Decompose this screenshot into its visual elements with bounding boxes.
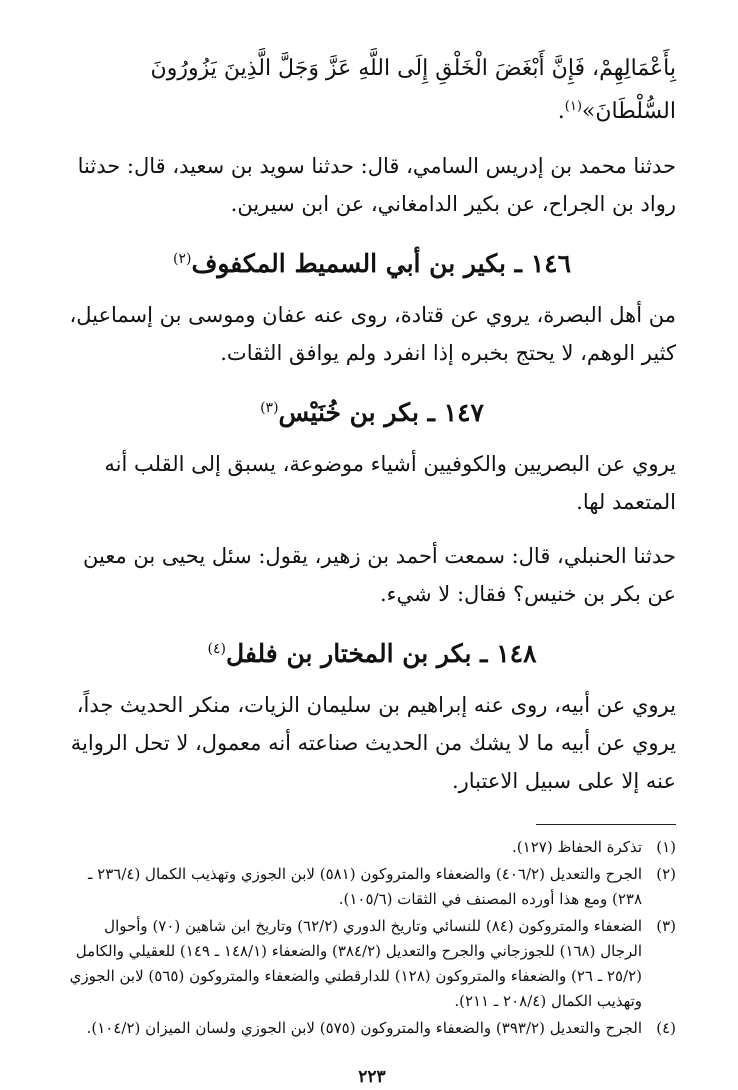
- footnotes: [68, 835, 676, 1041]
- footnote-3: [68, 914, 676, 1014]
- entry-heading: [68, 388, 676, 433]
- entry-heading: [68, 629, 676, 674]
- isnad-paragraph: حدثنا محمد بن إدريس السامي، قال: حدثنا سويد بن سعيد، قال: حدثنا رواد بن الجراح، عن بكير الدامغاني، عن ابن سيرين.: [77, 154, 676, 216]
- entry-heading-text: ١٤٨ ـ بكر بن المختار بن فلفل: [225, 639, 537, 668]
- footnote-text: تذكرة الحفاظ (١٢٧).: [512, 838, 642, 856]
- footnote-ref-4[interactable]: (٤): [207, 641, 226, 657]
- footnote-text: الجرح والتعديل (٣٩٣/٢) والضعفاء والمتروكون (٥٧٥) لابن الجوزي ولسان الميزان (١٠٤/٢).: [86, 1019, 642, 1037]
- footnote-number: (٢): [656, 865, 676, 883]
- footnote-number: (١): [656, 838, 676, 856]
- footnote-number: (٤): [656, 1019, 676, 1037]
- entry-paragraph: حدثنا الحنبلي، قال: سمعت أحمد بن زهير، يقول: سئل يحيى بن معين عن بكر بن خنيس؟ فقال: لا شيء.: [83, 544, 676, 606]
- footnote-divider: [536, 824, 676, 825]
- footnote-text: الجرح والتعديل (٤٠٦/٢) والضعفاء والمتروكون (٥٨١) لابن الجوزي وتهذيب الكمال (٢٣٦/٤ ـ ٢٣٨) ومع هذا أورده المصنف في الثقات (١٠٥/٦).: [87, 865, 642, 908]
- entry-heading-text: ١٤٦ ـ بكير بن أبي السميط المكفوف: [191, 249, 572, 278]
- footnote-ref-3[interactable]: (٣): [260, 400, 279, 416]
- entry-paragraph: من أهل البصرة، يروي عن قتادة، روى عنه عفان وموسى بن إسماعيل، كثير الوهم، لا يحتج بخبره إذا انفرد ولم يوافق الثقات.: [69, 303, 676, 365]
- footnote-ref-1[interactable]: (١): [564, 99, 582, 114]
- footnote-ref-2[interactable]: (٢): [172, 251, 192, 267]
- entry-146: [68, 239, 676, 372]
- footnote-number: (٣): [656, 917, 676, 935]
- footnote-text: الضعفاء والمتروكون (٨٤) للنسائي وتاريخ الدوري (٦٢/٢) وتاريخ ابن شاهين (٧٠) وأحوال الرجال (١٦٨) للجوزجاني والجرح والتعديل (٣٨٤/٢) والضعفاء (١٤٨/١ ـ ١٤٩) للعقيلي والكامل (٢٥/٢ ـ ٢٦) والضعفاء والمتروكون (١٢٨) للدارقطني والضعفاء والمتروكون (٥٦٥) لابن الجوزي وتهذيب الكمال (٢٠٨/٤ ـ ٢١١).: [69, 917, 642, 1010]
- entry-paragraph: يروي عن البصريين والكوفيين أشياء موضوعة، يسبق إلى القلب أنه المتعمد لها.: [104, 452, 676, 514]
- opening-hadith-text: بِأَعْمَالِهِمْ، فَإِنَّ أَبْغَضَ الْخَلْقِ إِلَى اللَّهِ عَزَّ وَجَلَّ الَّذِينَ يَزُورُونَ السُّلْطَانَ»: [150, 56, 676, 124]
- entry-paragraph: يروي عن أبيه، روى عنه إبراهيم بن سليمان الزيات، منكر الحديث جداً، يروي عن أبيه ما لا يشك من الحديث صناعته أنه معمول، لا تحل الرواية عنه إلا على سبيل الاعتبار.: [70, 693, 676, 793]
- page-number: ٢٢٣: [358, 1067, 386, 1087]
- footnote-2: [68, 862, 676, 912]
- footnote-1: [68, 835, 676, 860]
- entry-147: [68, 388, 676, 613]
- entry-heading-text: ١٤٧ ـ بكر بن خُنَيْس: [278, 398, 484, 427]
- entry-148: [68, 629, 676, 800]
- opening-hadith-line: [68, 50, 676, 131]
- entry-heading: [68, 239, 676, 284]
- footnote-4: [68, 1016, 676, 1041]
- opening-hadith-end: .: [557, 99, 565, 124]
